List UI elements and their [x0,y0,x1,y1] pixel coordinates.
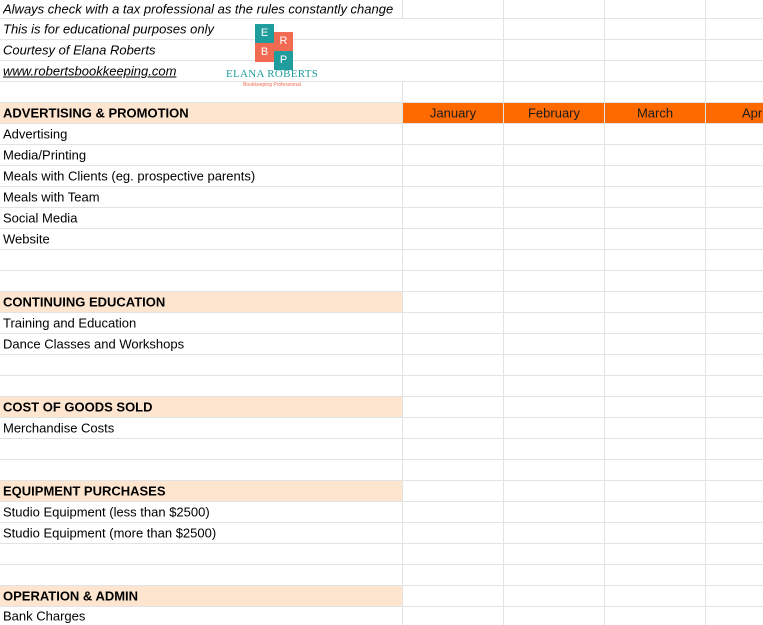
cell[interactable] [504,565,605,585]
cell[interactable] [706,334,763,354]
cell[interactable] [605,481,706,501]
month-march: March [636,105,674,121]
empty-row [0,565,763,586]
cell[interactable] [504,607,605,625]
logo-name: ELANA ROBERTS [226,68,319,80]
cell[interactable] [0,439,403,459]
cell[interactable] [0,229,403,249]
cell[interactable] [706,124,763,144]
cell[interactable] [706,40,763,60]
cell[interactable] [605,607,706,625]
month-april: Apr [742,105,763,121]
cell[interactable] [605,334,706,354]
logo-letter-e: E [255,24,274,43]
cell[interactable] [605,208,706,228]
cell[interactable] [403,586,504,606]
cell[interactable] [706,271,763,291]
cell[interactable] [403,607,504,625]
cell[interactable] [0,355,403,375]
cell[interactable] [504,481,605,501]
table-row [0,166,763,187]
cell[interactable] [706,397,763,417]
cell[interactable] [605,187,706,207]
cell[interactable] [605,439,706,459]
cell[interactable] [0,19,403,39]
logo-letter-r: R [274,32,293,51]
logo-letter-b: B [255,43,274,62]
educational-note: This is for educational purposes only [3,21,215,37]
cell[interactable] [706,418,763,438]
item-label: Merchandise Costs [3,420,115,436]
item-label: Advertising [3,126,68,142]
cell[interactable] [706,0,763,18]
table-row [0,607,763,625]
cell[interactable] [706,607,763,625]
cell[interactable] [504,376,605,396]
cell[interactable] [504,355,605,375]
cell[interactable] [403,166,504,186]
cell[interactable] [403,439,504,459]
cell[interactable] [605,544,706,564]
cell[interactable] [605,229,706,249]
cell[interactable] [504,439,605,459]
item-label: Meals with Team [3,189,100,205]
cell[interactable] [706,145,763,165]
cell[interactable] [706,523,763,543]
cell[interactable] [504,292,605,312]
cell[interactable] [0,82,403,102]
table-row [0,502,763,523]
cell[interactable] [0,523,403,543]
cell[interactable] [605,40,706,60]
section-header-cost-of-goods-sold: COST OF GOODS SOLD [3,399,153,415]
cell[interactable] [0,271,403,291]
cell[interactable] [403,229,504,249]
cell[interactable] [0,250,403,270]
cell[interactable] [605,82,706,102]
item-label: Bank Charges [3,608,86,624]
cell[interactable] [706,187,763,207]
cell[interactable] [605,292,706,312]
table-row [0,145,763,166]
cell[interactable] [403,82,504,102]
cell[interactable] [504,250,605,270]
section-header-cell[interactable] [0,397,403,417]
cell[interactable] [605,124,706,144]
cell[interactable] [504,40,605,60]
cell[interactable] [403,124,504,144]
cell[interactable] [0,208,403,228]
cell[interactable] [504,19,605,39]
cell[interactable] [403,523,504,543]
cell[interactable] [504,313,605,333]
cell[interactable] [403,19,504,39]
cell[interactable] [0,0,403,18]
item-label: Website [3,231,50,247]
cell[interactable] [0,502,403,522]
cell[interactable] [504,229,605,249]
cell[interactable] [0,460,403,480]
cell[interactable] [0,166,403,186]
logo-tagline: Bookkeeping Professional [243,82,301,88]
grid-row [0,19,763,40]
section-header-operation-admin: OPERATION & ADMIN [3,588,139,604]
cell[interactable] [504,208,605,228]
cell[interactable] [605,565,706,585]
grid-row [0,0,763,19]
item-label: Dance Classes and Workshops [3,336,185,352]
item-label: Training and Education [3,315,137,331]
cell[interactable] [706,565,763,585]
cell[interactable] [605,376,706,396]
item-label: Media/Printing [3,147,87,163]
empty-row [0,439,763,460]
cell[interactable] [605,61,706,81]
cell[interactable] [403,376,504,396]
empty-row [0,250,763,271]
cell[interactable] [0,40,403,60]
cell[interactable] [504,82,605,102]
cell[interactable] [0,187,403,207]
cell[interactable] [706,19,763,39]
section-header-advertising: ADVERTISING & PROMOTION [3,105,189,121]
month-february: February [527,105,581,121]
cell[interactable] [504,271,605,291]
cell[interactable] [504,418,605,438]
month-header-cell[interactable] [504,103,605,123]
cell[interactable] [504,544,605,564]
section-header-equipment-purchases: EQUIPMENT PURCHASES [3,483,166,499]
cell[interactable] [706,460,763,480]
cell[interactable] [403,460,504,480]
cell[interactable] [504,124,605,144]
section-header-cell[interactable] [0,103,403,123]
section-header-continuing-education: CONTINUING EDUCATION [3,294,166,310]
cell[interactable] [706,82,763,102]
courtesy-text: Courtesy of Elana Roberts [3,42,156,58]
cell[interactable] [403,0,504,18]
table-row [0,313,763,334]
cell[interactable] [504,586,605,606]
logo-letter-p: P [274,51,293,70]
cell[interactable] [605,250,706,270]
section-header-row [0,292,763,313]
cell[interactable] [706,292,763,312]
cell[interactable] [706,61,763,81]
cell[interactable] [706,544,763,564]
cell[interactable] [605,397,706,417]
cell[interactable] [403,565,504,585]
cell[interactable] [403,187,504,207]
cell[interactable] [706,439,763,459]
cell[interactable] [0,334,403,354]
cell[interactable] [605,271,706,291]
cell[interactable] [403,355,504,375]
cell[interactable] [403,334,504,354]
item-label: Meals with Clients (eg. prospective parents) [3,168,256,184]
cell[interactable] [605,355,706,375]
month-header-cell[interactable] [706,103,763,123]
cell[interactable] [0,376,403,396]
cell[interactable] [0,313,403,333]
cell[interactable] [706,208,763,228]
item-label: Studio Equipment (less than $2500) [3,504,210,520]
cell[interactable] [605,502,706,522]
table-row [0,334,763,355]
grid-row [0,61,763,82]
cell[interactable] [605,0,706,18]
cell[interactable] [706,355,763,375]
cell[interactable] [706,481,763,501]
cell[interactable] [0,565,403,585]
cell[interactable] [403,418,504,438]
table-row [0,229,763,250]
cell[interactable] [504,145,605,165]
cell[interactable] [605,145,706,165]
section-header-cell[interactable] [0,481,403,501]
cell[interactable] [403,292,504,312]
cell[interactable] [0,124,403,144]
table-row [0,418,763,439]
item-label: Social Media [3,210,78,226]
month-january: January [429,105,477,121]
section-header-cell[interactable] [0,586,403,606]
cell[interactable] [403,481,504,501]
cell[interactable] [504,334,605,354]
cell[interactable] [403,271,504,291]
table-row [0,523,763,544]
cell[interactable] [504,0,605,18]
elana-roberts-logo [226,22,318,90]
table-row [0,208,763,229]
disclaimer-text: Always check with a tax professional as the rules constantly change [3,1,394,17]
cell[interactable] [706,166,763,186]
cell[interactable] [706,376,763,396]
cell[interactable] [605,418,706,438]
empty-row [0,355,763,376]
section-header-row [0,103,763,124]
item-label: Studio Equipment (more than $2500) [3,525,217,541]
section-header-row [0,481,763,502]
cell[interactable] [504,523,605,543]
cell[interactable] [504,397,605,417]
cell[interactable] [403,208,504,228]
cell[interactable] [504,502,605,522]
cell[interactable] [706,313,763,333]
cell[interactable] [706,250,763,270]
cell[interactable] [403,313,504,333]
cell[interactable] [605,586,706,606]
grid-row [0,40,763,61]
cell[interactable] [0,544,403,564]
cell[interactable] [403,397,504,417]
empty-row [0,544,763,565]
cell[interactable] [504,166,605,186]
section-header-row [0,586,763,607]
cell[interactable] [403,40,504,60]
table-row [0,187,763,208]
empty-row [0,376,763,397]
cell[interactable] [706,229,763,249]
cell[interactable] [0,607,403,625]
empty-row [0,271,763,292]
cell[interactable] [504,460,605,480]
cell[interactable] [605,460,706,480]
section-header-cell[interactable] [0,292,403,312]
month-header-cell[interactable] [605,103,706,123]
cell[interactable] [403,250,504,270]
cell[interactable] [0,145,403,165]
cell[interactable] [504,187,605,207]
cell[interactable] [706,502,763,522]
cell[interactable] [403,502,504,522]
table-row [0,124,763,145]
cell[interactable] [605,19,706,39]
month-header-cell[interactable] [403,103,504,123]
cell[interactable] [0,418,403,438]
cell[interactable] [403,61,504,81]
cell[interactable] [605,313,706,333]
cell[interactable] [403,544,504,564]
cell[interactable] [504,61,605,81]
section-header-row [0,397,763,418]
cell[interactable] [706,586,763,606]
website-link[interactable]: www.robertsbookkeeping.com [3,63,177,79]
empty-row [0,460,763,481]
cell[interactable] [605,523,706,543]
cell[interactable] [0,61,403,81]
cell[interactable] [403,145,504,165]
cell[interactable] [605,166,706,186]
grid-row [0,82,763,103]
